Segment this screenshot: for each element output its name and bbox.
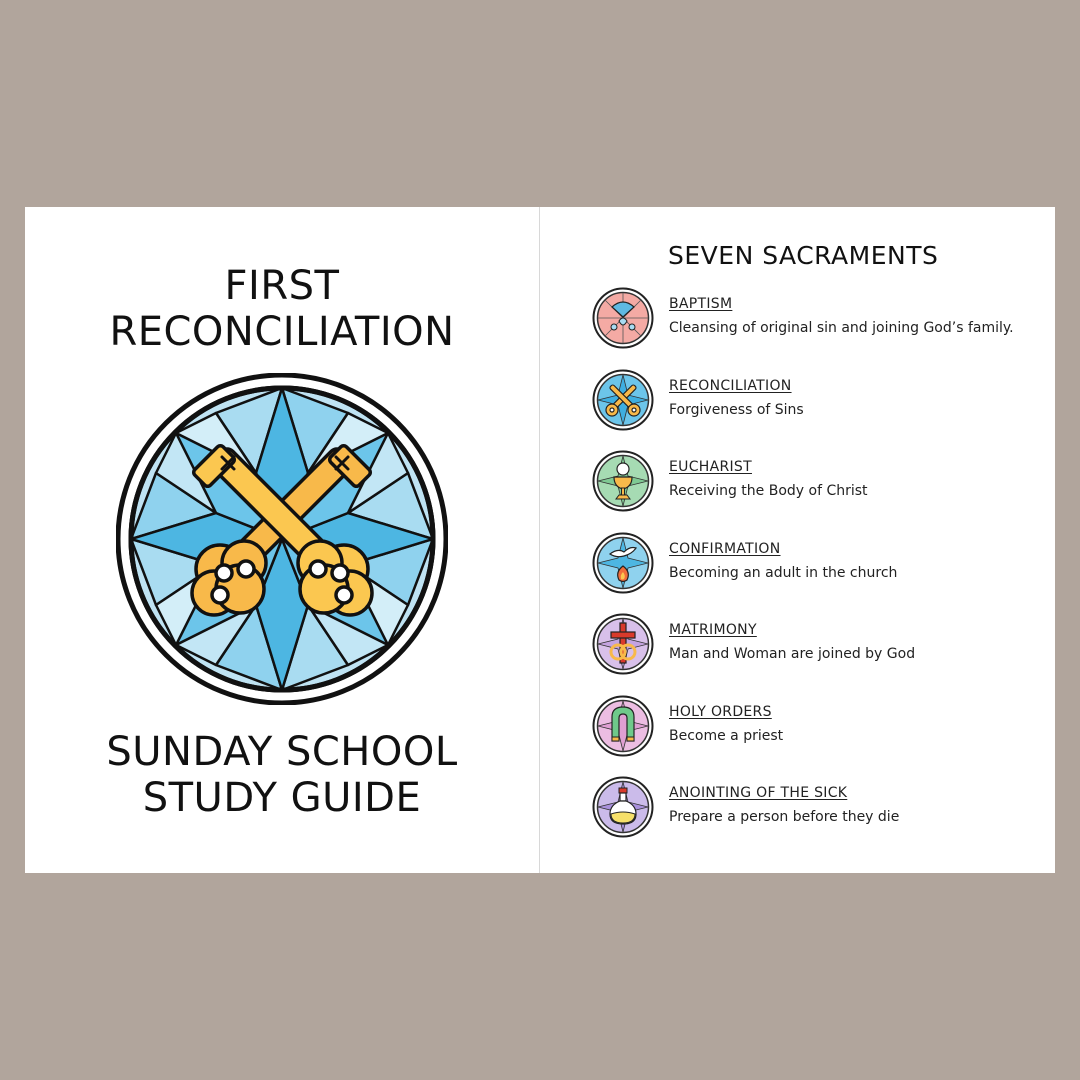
cover-title-line-2: RECONCILIATION <box>109 309 455 355</box>
dove-flame-icon <box>592 532 654 594</box>
sacrament-name: HOLY ORDERS <box>669 703 772 720</box>
oil-flask-icon <box>592 776 654 838</box>
sacraments-page <box>540 207 1055 873</box>
sacraments-title: SEVEN SACRAMENTS <box>668 241 939 270</box>
sacrament-name: RECONCILIATION <box>669 377 792 394</box>
sacrament-description: Cleansing of original sin and joining God’s family. <box>669 320 1014 336</box>
sacrament-item-matrimony <box>590 613 1050 695</box>
sacrament-name: ANOINTING OF THE SICK <box>669 785 848 801</box>
cover-subtitle <box>25 729 539 821</box>
cover-page <box>25 207 539 873</box>
sacrament-item-anointing-of-the-sick <box>590 776 1050 858</box>
sacrament-description: Forgiveness of Sins <box>669 401 804 418</box>
sacrament-description: Prepare a person before they die <box>669 809 900 825</box>
sacrament-item-holy-orders <box>590 695 1050 777</box>
sacrament-item-reconciliation <box>590 369 1050 451</box>
sacrament-description: Man and Woman are joined by God <box>669 646 916 662</box>
sacraments-list <box>590 287 1050 858</box>
sacrament-name: BAPTISM <box>669 296 733 312</box>
baptism-shell-icon <box>592 287 654 349</box>
crossed-keys-icon <box>592 369 654 431</box>
sacrament-name: CONFIRMATION <box>669 540 781 557</box>
cross-rings-icon <box>592 613 654 675</box>
cover-title-line-1: FIRST <box>224 263 340 309</box>
cover-title <box>25 263 539 355</box>
chalice-icon <box>592 450 654 512</box>
sacrament-description: Receiving the Body of Christ <box>669 483 868 499</box>
cover-subtitle-line-2: STUDY GUIDE <box>142 775 422 821</box>
sacrament-name: EUCHARIST <box>669 459 752 475</box>
sacrament-item-baptism <box>590 287 1050 369</box>
stole-icon <box>592 695 654 757</box>
cover-subtitle-line-1: SUNDAY SCHOOL <box>106 729 458 775</box>
sacrament-name: MATRIMONY <box>669 622 757 638</box>
sacrament-item-eucharist <box>590 450 1050 532</box>
sacrament-description: Become a priest <box>669 727 784 744</box>
sacrament-description: Becoming an adult in the church <box>669 564 898 581</box>
crossed-keys-stained-glass-icon <box>116 373 448 705</box>
sacrament-item-confirmation <box>590 532 1050 614</box>
book-spread <box>25 207 1055 873</box>
